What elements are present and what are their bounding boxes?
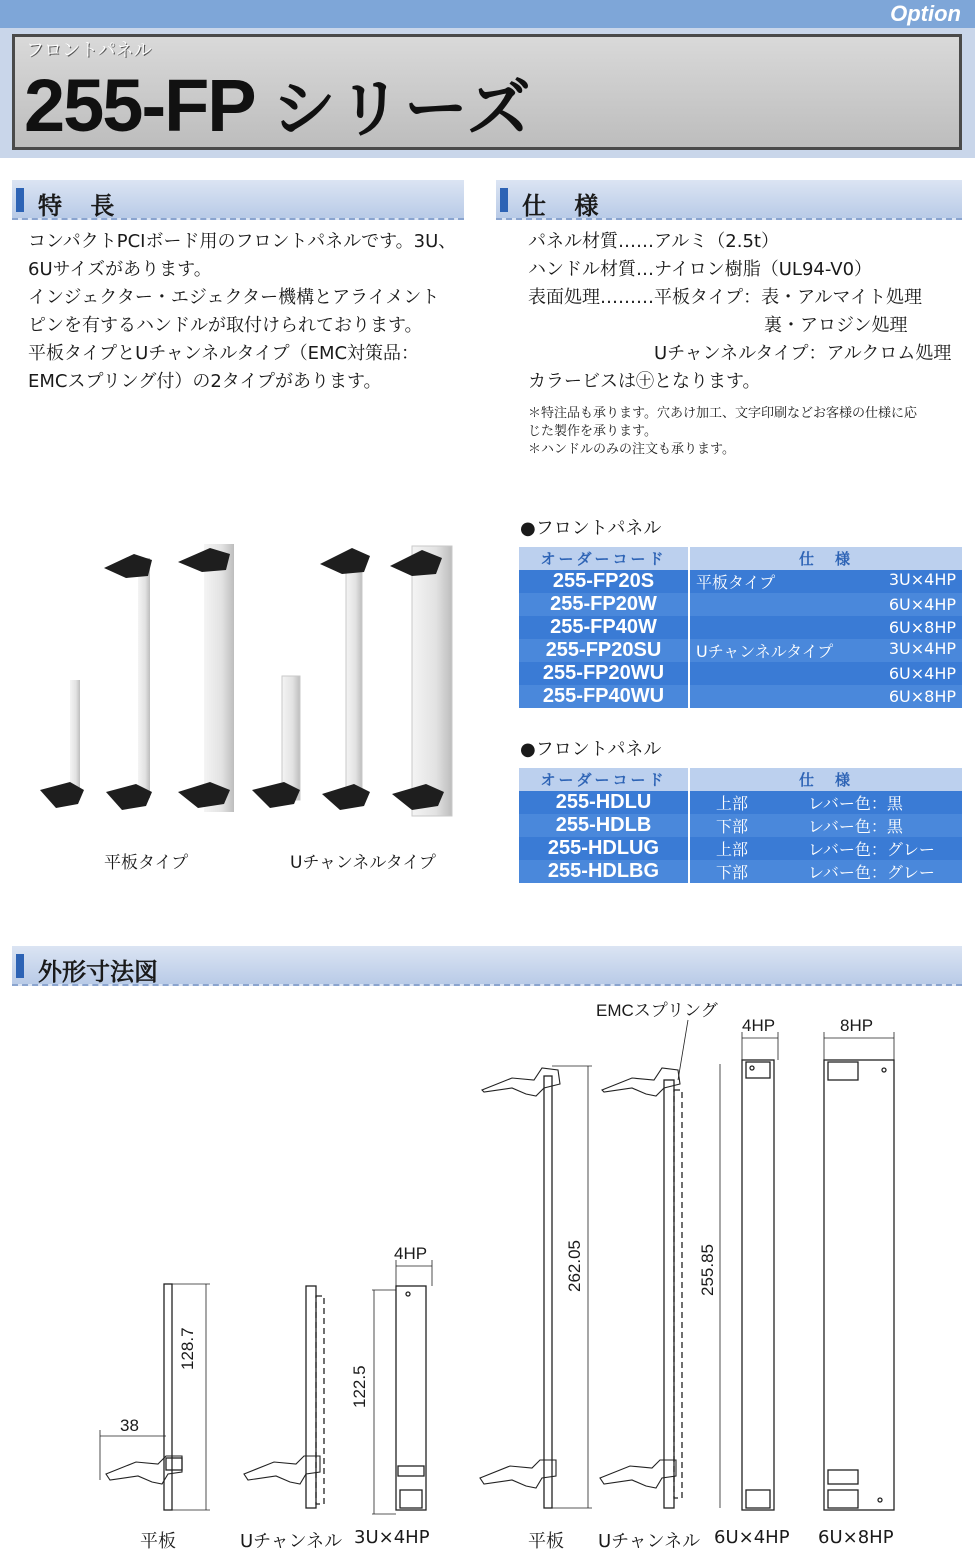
drawing-3u-4hp <box>372 1260 432 1514</box>
drawing-3u-flat <box>100 1284 210 1510</box>
table-row <box>519 685 962 708</box>
drawing-caption: 平板 <box>528 1531 564 1552</box>
features-heading: 特 長 <box>38 192 125 220</box>
spec-cell <box>689 616 962 639</box>
flat-6u-4hp-panel <box>104 554 152 810</box>
handle-position: 下部 <box>716 817 749 836</box>
heading-marker <box>16 188 24 212</box>
features-heading-bar <box>12 180 464 220</box>
order-code: 255-FP20W <box>519 593 689 616</box>
panel-size: 6U×8HP <box>888 687 956 706</box>
spec-cell <box>689 860 962 883</box>
table-row <box>519 791 962 814</box>
panel-type: Uチャンネルタイプ <box>696 642 834 661</box>
spec-line: カラービスは㊉となります。 <box>528 371 761 392</box>
page-subtitle: フロントパネル <box>26 40 152 61</box>
photo-caption-flat: 平板タイプ <box>104 853 189 873</box>
heading-marker <box>500 188 508 212</box>
features-line: インジェクター・エジェクター機構とアライメント <box>28 287 440 308</box>
order-code: 255-FP20WU <box>519 662 689 685</box>
lever-color: レバー色：黒 <box>808 794 903 813</box>
order-code: 255-HDLU <box>519 791 689 814</box>
table-row <box>519 616 962 639</box>
specs-text <box>528 228 958 396</box>
spec-cell <box>689 685 962 708</box>
dim-255-85: 255.85 <box>698 1244 717 1296</box>
specs-heading: 仕 様 <box>522 192 609 220</box>
drawing-heading-bar <box>12 946 962 986</box>
panel-size: 6U×4HP <box>888 664 956 683</box>
table-row <box>519 639 962 662</box>
table-row <box>519 593 962 616</box>
product-photo <box>30 540 470 830</box>
dimension-drawing <box>0 990 975 1520</box>
features-line: EMCスプリング付）の2タイプがあります。 <box>28 371 382 392</box>
emc-spring-label: EMCスプリング <box>596 1001 718 1020</box>
spec-cell <box>689 837 962 860</box>
drawing-caption: Uチャンネル <box>598 1531 701 1552</box>
handle-position: 上部 <box>716 794 749 813</box>
handle-table <box>519 768 962 883</box>
drawing-caption: Uチャンネル <box>240 1531 343 1552</box>
dim-4hp-6u: 4HP <box>742 1016 776 1035</box>
col-spec: 仕 様 <box>689 768 962 791</box>
order-code: 255-FP20SU <box>519 639 689 662</box>
heading-marker <box>16 954 24 978</box>
frontpanel-table <box>519 547 962 708</box>
dim-38: 38 <box>120 1416 139 1435</box>
order-code: 255-FP20S <box>519 570 689 593</box>
drawing-6u-4hp <box>742 1032 778 1510</box>
table-row <box>519 837 962 860</box>
dim-4hp-3u: 4HP <box>394 1244 428 1263</box>
flat-6u-8hp-panel <box>178 544 234 812</box>
page-title <box>24 58 533 150</box>
specs-heading-bar <box>496 180 962 220</box>
spec-cell <box>689 570 962 593</box>
spec-note: じた製作を承ります。 <box>528 424 657 439</box>
dim-122-5: 122.5 <box>350 1365 369 1408</box>
spec-cell <box>689 639 962 662</box>
drawing-6u-8hp <box>824 1032 894 1510</box>
spec-line: Uチャンネルタイプ：アルクロム処理 <box>654 343 952 364</box>
dim-262-05: 262.05 <box>565 1240 584 1292</box>
dim-128-7: 128.7 <box>178 1327 197 1370</box>
spec-cell <box>689 662 962 685</box>
table-header-row <box>519 547 962 570</box>
spec-line: 表面処理………平板タイプ：表・アルマイト処理 <box>528 287 923 308</box>
table-row <box>519 662 962 685</box>
panel-size: 3U×4HP <box>888 639 956 658</box>
table-header-row <box>519 768 962 791</box>
features-line: コンパクトPCIボード用のフロントパネルです。3U、 <box>28 231 457 252</box>
dim-8hp: 8HP <box>840 1016 874 1035</box>
panel-size: 3U×4HP <box>888 570 956 589</box>
panel-type: 平板タイプ <box>696 573 776 592</box>
lever-color: レバー色：黒 <box>808 817 903 836</box>
drawing-heading: 外形寸法図 <box>38 958 158 986</box>
handle-position: 上部 <box>716 840 749 859</box>
handle-position: 下部 <box>716 863 749 882</box>
lever-color: レバー色：グレー <box>808 840 935 859</box>
option-label: Option <box>890 1 961 26</box>
panel-size: 6U×4HP <box>888 595 956 614</box>
order-code: 255-HDLUG <box>519 837 689 860</box>
drawing-caption: 平板 <box>140 1531 176 1552</box>
spec-line: パネル材質……アルミ（2.5t） <box>528 231 779 252</box>
spec-cell <box>689 791 962 814</box>
panel-size: 6U×8HP <box>888 618 956 637</box>
col-order-code: オーダーコード <box>519 768 689 791</box>
drawing-3u-u-channel <box>244 1286 324 1508</box>
table2-title: ●フロントパネル <box>520 739 662 760</box>
drawing-caption: 6U×8HP <box>818 1527 894 1548</box>
order-code: 255-HDLB <box>519 814 689 837</box>
photo-caption-u-channel: Uチャンネルタイプ <box>290 853 436 873</box>
spec-cell <box>689 593 962 616</box>
top-band <box>0 0 975 30</box>
order-code: 255-FP40WU <box>519 685 689 708</box>
order-code: 255-HDLBG <box>519 860 689 883</box>
spec-note: ＊ハンドルのみの注文も承ります。 <box>528 442 735 457</box>
drawing-caption: 6U×4HP <box>714 1527 790 1548</box>
drawing-caption: 3U×4HP <box>354 1527 430 1548</box>
spec-note: ＊特注品も承ります。穴あけ加工、文字印刷などお客様の仕様に応 <box>528 406 917 421</box>
spec-line: ハンドル材質…ナイロン樹脂（UL94-V0） <box>528 259 873 280</box>
u-channel-6u-4hp-panel <box>320 548 370 810</box>
spec-cell <box>689 814 962 837</box>
title-series: シリーズ <box>271 73 533 147</box>
spec-line: 裏・アロジン処理 <box>764 315 908 336</box>
lever-color: レバー色：グレー <box>808 863 935 882</box>
table1-title: ●フロントパネル <box>520 518 662 539</box>
table-row <box>519 860 962 883</box>
features-line: 平板タイプとUチャンネルタイプ（EMC対策品： <box>28 343 420 364</box>
flat-3u-panel <box>40 680 84 808</box>
table-row <box>519 570 962 593</box>
spec-notes <box>528 405 958 459</box>
title-code: 255-FP <box>24 64 254 147</box>
table-row <box>519 814 962 837</box>
u-channel-3u-panel <box>252 676 300 808</box>
col-spec: 仕 様 <box>689 547 962 570</box>
col-order-code: オーダーコード <box>519 547 689 570</box>
u-channel-6u-8hp-panel <box>390 546 452 816</box>
features-line: 6Uサイズがあります。 <box>28 259 212 280</box>
order-code: 255-FP40W <box>519 616 689 639</box>
features-text <box>28 228 468 396</box>
features-line: ピンを有するハンドルが取付けられております。 <box>28 315 423 336</box>
